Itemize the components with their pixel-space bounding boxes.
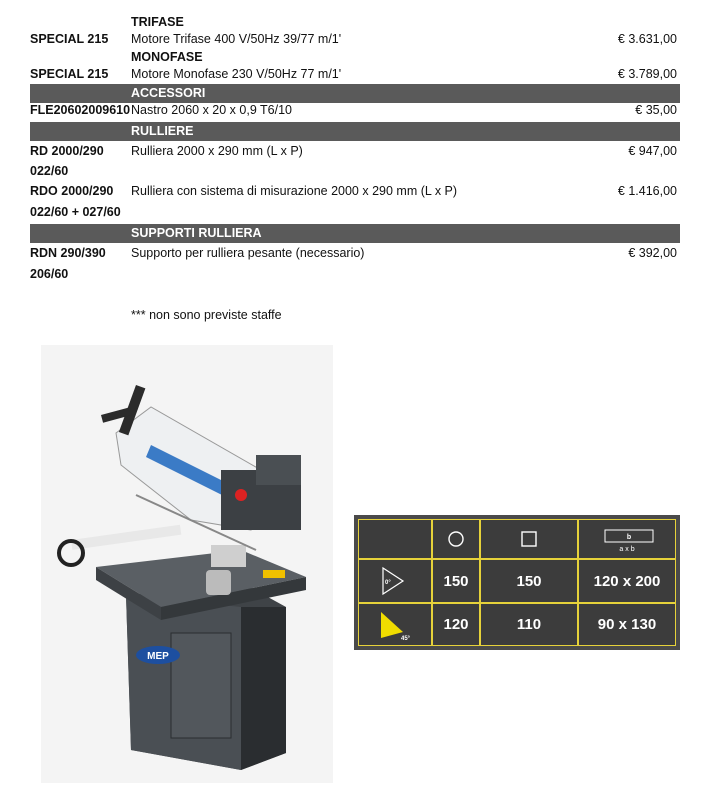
product-price: € 1.416,00 bbox=[617, 184, 677, 198]
bandsaw-illustration bbox=[41, 345, 333, 783]
product-description: Rulliera 2000 x 290 mm (L x P) bbox=[131, 144, 303, 158]
round-capacity-0: 150 bbox=[432, 559, 480, 603]
product-description: Rulliera con sistema di misurazione 2000 x 290 mm (L x P) bbox=[131, 184, 458, 198]
product-code: RDO 2000/290 bbox=[30, 184, 114, 198]
section-band-accessori bbox=[30, 84, 680, 103]
product-code: SPECIAL 215 bbox=[30, 67, 109, 81]
product-price: € 3.631,00 bbox=[617, 32, 677, 46]
cutting-capacity-table bbox=[354, 515, 680, 650]
footnote: *** non sono previste staffe bbox=[131, 308, 282, 322]
price-row bbox=[0, 31, 714, 49]
price-row bbox=[0, 183, 714, 201]
square-section-icon bbox=[520, 530, 538, 548]
svg-text:b: b bbox=[626, 533, 632, 541]
section-title: SUPPORTI RULLIERA bbox=[131, 226, 262, 240]
product-code: SPECIAL 215 bbox=[30, 32, 109, 46]
code-continuation-row bbox=[0, 163, 714, 181]
square-capacity-45: 110 bbox=[480, 603, 578, 646]
price-row bbox=[0, 245, 714, 263]
svg-text:MEP: MEP bbox=[147, 651, 169, 662]
monofase-heading-row bbox=[0, 49, 714, 67]
product-description: Motore Monofase 230 V/50Hz 77 m/1' bbox=[131, 67, 342, 81]
trifase-heading: TRIFASE bbox=[131, 15, 184, 29]
angle-0-icon bbox=[375, 564, 415, 598]
product-price: € 3.789,00 bbox=[617, 67, 677, 81]
product-code-secondary: 206/60 bbox=[30, 267, 69, 281]
header-round-cell bbox=[432, 519, 480, 559]
rect-capacity-0: 120 x 200 bbox=[578, 559, 676, 603]
code-continuation-row bbox=[0, 204, 714, 222]
header-empty-cell bbox=[358, 519, 432, 559]
square-capacity-0: 150 bbox=[480, 559, 578, 603]
brand-logo bbox=[136, 646, 180, 664]
product-code: RDN 290/390 bbox=[30, 246, 106, 260]
code-continuation-row bbox=[0, 266, 714, 284]
section-band-rulliere bbox=[30, 122, 680, 141]
product-description: Nastro 2060 x 20 x 0,9 T6/10 bbox=[131, 103, 292, 117]
header-rect-cell bbox=[578, 519, 676, 559]
round-capacity-45: 120 bbox=[432, 603, 480, 646]
header-square-cell bbox=[480, 519, 578, 559]
angle-45-icon bbox=[373, 608, 417, 642]
product-code-secondary: 022/60 + 027/60 bbox=[30, 205, 121, 219]
svg-text:0°: 0° bbox=[385, 580, 391, 586]
price-row bbox=[0, 66, 714, 84]
product-code: FLE20602009610 bbox=[30, 103, 131, 117]
product-description: Supporto per rulliera pesante (necessario) bbox=[131, 246, 365, 260]
rect-dimension-label: a x b bbox=[619, 545, 635, 553]
section-band-supporti bbox=[30, 224, 680, 243]
product-price: € 35,00 bbox=[635, 103, 677, 117]
product-code-secondary: 022/60 bbox=[30, 164, 69, 178]
price-row bbox=[0, 102, 714, 120]
rectangular-section-icon bbox=[597, 526, 657, 546]
product-description: Motore Trifase 400 V/50Hz 39/77 m/1' bbox=[131, 32, 342, 46]
rect-capacity-45: 90 x 130 bbox=[578, 603, 676, 646]
trifase-heading-row bbox=[0, 14, 714, 32]
bandsaw-machine-image bbox=[41, 345, 333, 783]
round-section-icon bbox=[447, 530, 465, 548]
section-title: RULLIERE bbox=[131, 124, 194, 138]
monofase-heading: MONOFASE bbox=[131, 50, 203, 64]
svg-text:45°: 45° bbox=[401, 635, 411, 642]
angle-45-cell bbox=[358, 603, 432, 646]
product-price: € 947,00 bbox=[628, 144, 677, 158]
angle-0-cell bbox=[358, 559, 432, 603]
price-row bbox=[0, 143, 714, 161]
section-title: ACCESSORI bbox=[131, 86, 206, 100]
product-code: RD 2000/290 bbox=[30, 144, 104, 158]
product-price: € 392,00 bbox=[628, 246, 677, 260]
